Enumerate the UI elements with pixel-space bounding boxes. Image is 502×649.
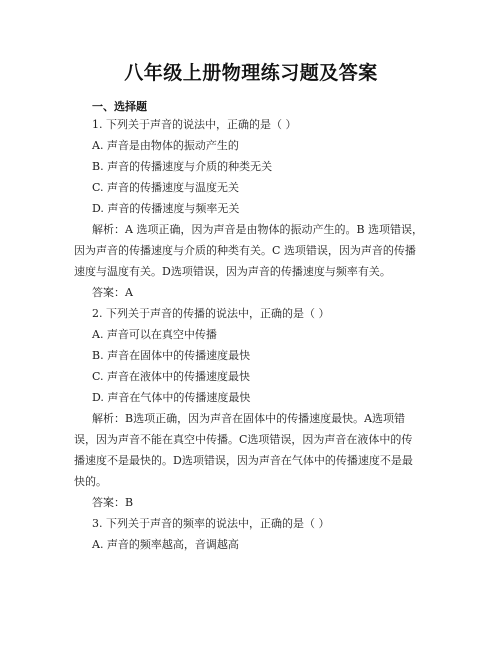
option-c: C. 声音在液体中的传播速度最快 [92,370,251,383]
analysis-line: 播速度不是最快的。D选项错误，因为声音在气体中的传播速度不是最 [74,454,413,467]
option-a: A. 声音是由物体的振动产生的 [92,139,239,152]
option-d: D. 声音在气体中的传播速度最快 [92,391,251,404]
answer-line: 答案：B [92,496,134,509]
question-1 [74,114,430,303]
analysis-line: 快的。 [74,475,107,488]
section-heading: 一、选择题 [92,100,147,113]
question-2 [74,303,430,513]
question-3 [74,513,430,555]
option-a: A. 声音的频率越高，音调越高 [92,538,239,551]
option-c: C. 声音的传播速度与温度无关 [92,181,240,194]
option-d: D. 声音的传播速度与频率无关 [92,202,240,215]
question-stem: 3. 下列关于声音的频率的说法中，正确的是（ ） [92,517,330,530]
analysis-line: 解析：A 选项正确，因为声音是由物体的振动产生的。B 选项错误， [92,223,424,236]
question-stem: 1. 下列关于声音的说法中，正确的是（ ） [92,118,297,131]
question-stem: 2. 下列关于声音的传播的说法中，正确的是（ ） [92,307,330,320]
document-title: 八年级上册物理练习题及答案 [124,62,378,84]
answer-line: 答案：A [92,286,133,299]
analysis-line: 因为声音的传播速度与介质的种类有关。C 选项错误，因为声音的传播 [74,244,416,257]
analysis-line: 解析：B选项正确，因为声音在固体中的传播速度最快。A选项错 [92,412,406,425]
option-a: A. 声音可以在真空中传播 [92,328,217,341]
option-b: B. 声音在固体中的传播速度最快 [92,349,251,362]
analysis-line: 误，因为声音不能在真空中传播。C选项错误，因为声音在液体中的传 [74,433,413,446]
analysis-line: 速度与温度有关。D选项错误，因为声音的传播速度与频率有关。 [74,265,391,278]
option-b: B. 声音的传播速度与介质的种类无关 [92,160,273,173]
